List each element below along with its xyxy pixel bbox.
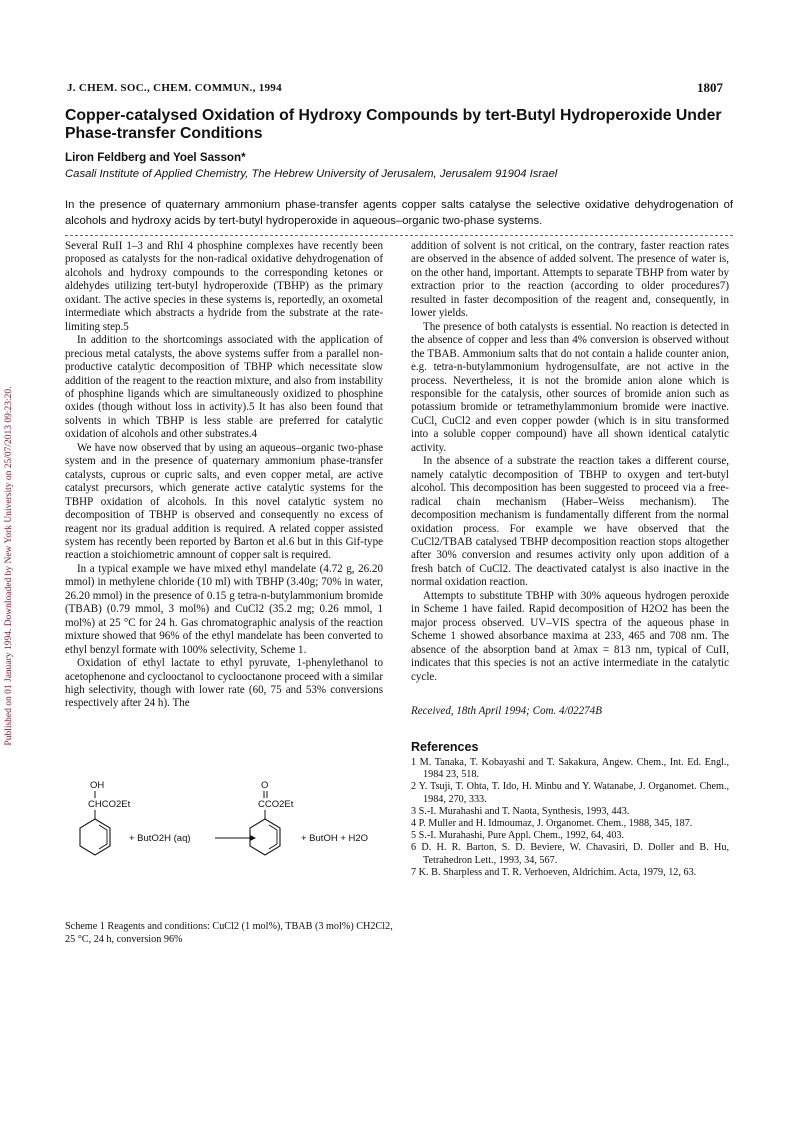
reference-item: 4 P. Muller and H. Idmoumaz, J. Organomet. Chem., 1988, 345, 187. [411, 818, 693, 830]
product-o-label: O [261, 780, 269, 791]
aromatic-bond [99, 825, 107, 849]
paragraph: Attempts to substitute TBHP with 30% aqueous hydrogen peroxide in Scheme 1 have failed. Rapid decomposition of H2O2 has been the major process observed. UV–VIS spectra of the aqueous phase in Scheme 1 showed absorbance maxima at 233, 465 and 708 nm. The absence of the absorption band at λmax = 813 nm, typical of CuII, indicates that this species is not an active intermediate in the catalytic cycle. [411, 589, 729, 683]
affiliation: Casali Institute of Applied Chemistry, The Hebrew University of Jerusalem, Jerusalem 91904 Israel [65, 168, 558, 180]
page-number: 1807 [697, 80, 723, 95]
left-column [65, 240, 383, 711]
reference-item: 5 S.-I. Murahashi, Pure Appl. Chem., 1992, 64, 403. [411, 830, 625, 842]
references-list [411, 757, 729, 879]
reference-item: 1 M. Tanaka, T. Kobayashi and T. Sakakura, Angew. Chem., Int. Ed. Engl., 1984 23, 518. [411, 757, 729, 781]
reference-item: 2 Y. Tsuji, T. Ohta, T. Ido, H. Minbu and Y. Watanabe, J. Organomet. Chem., 1984, 270, 333. [411, 781, 729, 805]
paragraph: We have now observed that by using an aqueous–organic two-phase system and in the presence of quaternary ammonium phase-transfer catalysts, cuprous or cupric salts, and even copper metal, are active catalyst precursors, which generate active catalytic systems for the TBHP oxidation of alcohols. In this novel catalytic system no decomposition of TBHP is observed and consequently no excess of reagent nor its gradual addition is required. A related copper assisted system has recently been reported by Barton et al.6 but in this Gif-type reaction a stoichiometric amnount of copper salt is required. [65, 441, 383, 562]
reaction-scheme [65, 778, 395, 918]
article-title: Copper-catalysed Oxidation of Hydroxy Compounds by tert-Butyl Hydroperoxide Under Phase-transfer Conditions [65, 107, 722, 142]
abstract-divider [65, 235, 733, 236]
reference-item: 7 K. B. Sharpless and T. R. Verhoeven, Aldrichim. Acta, 1979, 12, 63. [411, 866, 697, 878]
paragraph: In addition to the shortcomings associated with the application of precious metal catalysts, the above systems suffer from a parallel non-productive catalytic decomposition of TBHP which necessitate slow addition of the reagent to the reaction mixture, and also from instability of phosphine ligands which are simultaneously oxidized to phosphine oxides (though without loss in activity).5 It has also been found that solvents in which TBHP is less stable are preferred for catalytic oxidation of alcohols and other substrates.4 [65, 334, 383, 441]
journal-header: J. CHEM. SOC., CHEM. COMMUN., 1994 [67, 82, 282, 94]
download-watermark: Published on 01 January 1994. Downloaded by New York University on 25/07/2013 09:23:20. [4, 386, 14, 746]
aromatic-bond [269, 825, 277, 849]
abstract: In the presence of quaternary ammonium phase-transfer agents copper salts catalyse the selective oxidative dehydrogenation of alcohols and hydroxy acids by tert-butyl hydroperoxide in aqueous–organic two-phase systems. [65, 199, 733, 227]
paragraph: Several RuII 1–3 and RhI 4 phosphine complexes have recently been proposed as catalysts for the non-radical oxidative dehydrogenation of alcohols and hydroxy compounds to the corresponding ketones or aldehydes utilizing tert-butyl hydroperoxide (TBHP) as the primary oxidant. The active species in these systems is, reportedly, an oxometal intermediate which abstracts a hydride from the substrate at the rate-limiting step.5 [65, 240, 383, 333]
reagent-label: + ButO2H (aq) [129, 833, 191, 844]
products-label: + ButOH + H2O [301, 833, 369, 844]
reference-item: 3 S.-I. Murahashi and T. Naota, Synthesis, 1993, 443. [411, 805, 630, 817]
received-note: Received, 18th April 1994; Com. 4/02274B [411, 705, 602, 717]
product-chain-label: CCO2Et [258, 799, 294, 810]
arrow-head [250, 835, 256, 841]
paragraph: addition of solvent is not critical, on the contrary, faster reaction rates are observed in the absence of added solvent. The presence of water is, on the other hand, important. Attempts to separate TBHP from water by extraction prior to the reaction (according to older procedures7) resulted in faster decomposition of the reagent and, consequently, in lower yields. [411, 240, 729, 320]
scheme-caption: Scheme 1 Reagents and conditions: CuCl2 (1 mol%), TBAB (3 mol%) CH2Cl2, 25 °C, 24 h, conversion 96% [65, 921, 393, 945]
benzene-ring [250, 819, 280, 855]
references-heading: References [411, 740, 479, 754]
paragraph: In a typical example we have mixed ethyl mandelate (4.72 g, 26.20 mmol) in methylene chloride (10 ml) with TBHP (3.40g; 70% in water, 26.20 mmol) in the presence of 0.15 g tetra-n-butylammonium bromide (TBAB) (0.79 mmol, 3 mol%) and CuCl2 (35.2 mg; 0.26 mmol, 1 mol%) at 25 °C for 24 h. Gas chromatographic analysis of the reaction mixture showed that 96% of the ethyl mandelate has been converted to ethyl benzyl formate with 100% selectivity, Scheme 1. [65, 562, 383, 656]
reactant-chain-label: CHCO2Et [88, 799, 131, 810]
authors: Liron Feldberg and Yoel Sasson* [65, 151, 246, 164]
paragraph: In the absence of a substrate the reaction takes a different course, namely catalytic decomposition of TBHP to oxygen and tert-butyl alcohol. This decomposition has been suggested to proceed via a free-radical chain mechanism (Haber–Weiss mechanism). The decomposition mechanism is fundamentally different from the normal oxidation process. For example we have observed that the CuCl2/TBAB catalysed TBHP decomposition reaction stops altogether after 30% conversion and resumes activity only upon addition of a fresh batch of CuCl2. The deactivated catalyst is also inactive in the normal oxidation reaction. [411, 455, 729, 589]
benzene-ring [80, 819, 110, 855]
reference-item: 6 D. H. R. Barton, S. D. Beviere, W. Chavasiri, D. Doller and B. Hu, Tetrahedron Lett., 1993, 34, 567. [411, 842, 729, 866]
paragraph: The presence of both catalysts is essential. No reaction is detected in the absence of copper and less than 4% conversion is observed without the TBAB. Ammonium salts that do not contain a halide counter anion, e.g. tetra-n-butylammonium hydrogensulfate, are not active in the process. Nevertheless, it is not the bromide anion alone which is responsible for the catalysis, other sources of bromide anion such as potassium bromide or tetramethylammonium bromide were inactive. CuCl, CuCl2 and even copper powder (which is in situ transformed into a soluble copper compound) have all shown identical catalytic activity. [411, 320, 729, 454]
reactant-oh-label: OH [90, 780, 105, 791]
right-column [411, 240, 729, 684]
paragraph: Oxidation of ethyl lactate to ethyl pyruvate, 1-phenylethanol to acetophenone and cyclooctanol to cyclooctanone proceed with a similar high selectivity, though with lower rate (60, 75 and 53% conversions respectively after 24 h). The [65, 657, 383, 710]
